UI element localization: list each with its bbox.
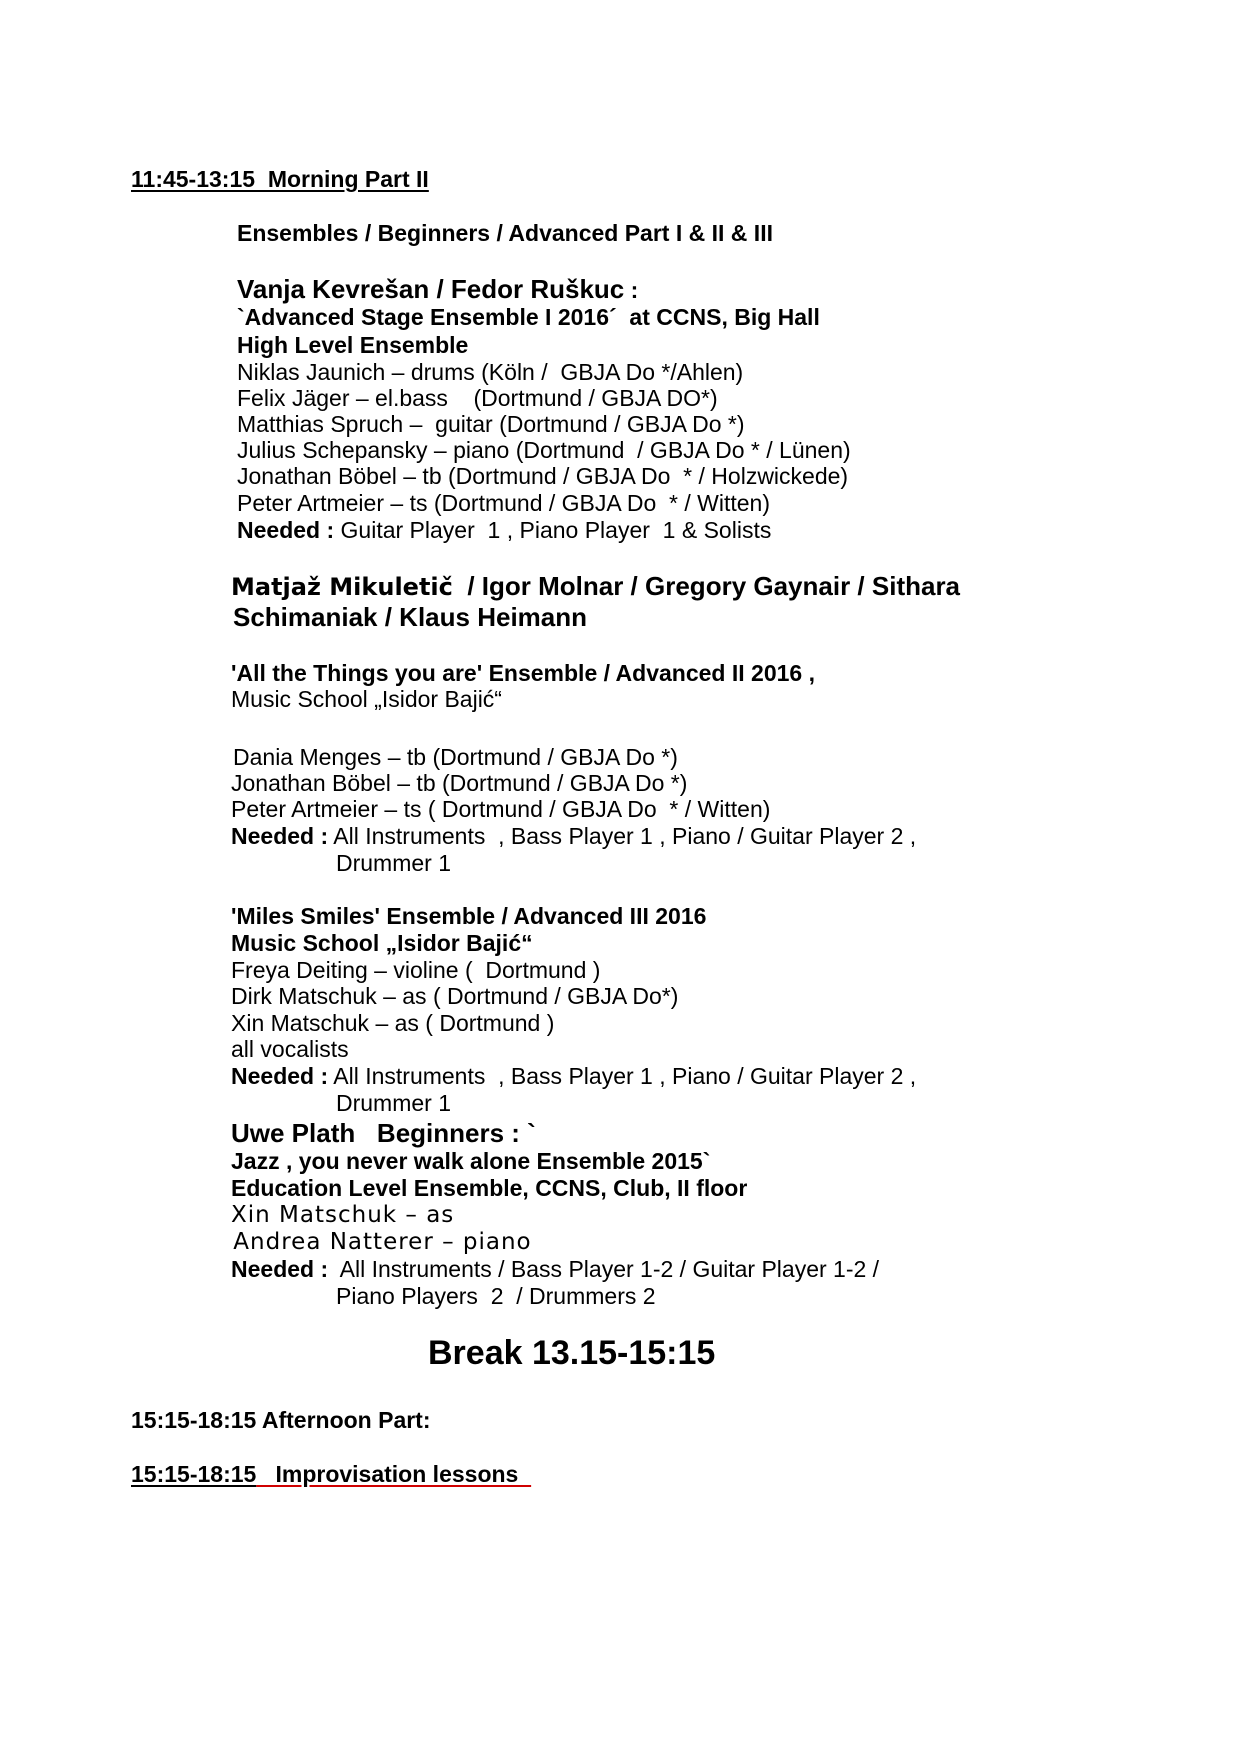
group4-needed-cont: Piano Players 2 / Drummers 2 bbox=[336, 1283, 656, 1309]
group3-member: all vocalists bbox=[231, 1036, 349, 1062]
break-heading: Break 13.15-15:15 bbox=[428, 1334, 716, 1372]
group4-level: Education Level Ensemble, CCNS, Club, II floor bbox=[231, 1175, 748, 1201]
group2-teachers-line1: Matjaž Mikuletič / Igor Molnar / Gregory Gaynair / Sithara bbox=[231, 571, 961, 601]
group2-title: 'All the Things you are' Ensemble / Advanced II 2016 , bbox=[231, 660, 815, 686]
group1-level: High Level Ensemble bbox=[237, 332, 469, 358]
group3-needed-cont: Drummer 1 bbox=[336, 1090, 452, 1116]
group3-member: Dirk Matschuk – as ( Dortmund / GBJA Do*) bbox=[231, 983, 679, 1009]
group4-teachers: Uwe Plath Beginners : ` bbox=[231, 1118, 536, 1148]
group4-member: Xin Matschuk – as bbox=[231, 1202, 455, 1228]
group1-title: `Advanced Stage Ensemble I 2016´ at CCNS, Big Hall bbox=[237, 304, 820, 330]
group2-member: Peter Artmeier – ts ( Dortmund / GBJA Do * / Witten) bbox=[231, 796, 771, 822]
group2-location: Music School „Isidor Bajić“ bbox=[231, 686, 502, 712]
group3-needed: Needed : All Instruments , Bass Player 1 , Piano / Guitar Player 2 , bbox=[231, 1063, 917, 1089]
group3-title: 'Miles Smiles' Ensemble / Advanced III 2016 bbox=[231, 903, 707, 929]
group1-member: Matthias Spruch – guitar (Dortmund / GBJA Do *) bbox=[237, 411, 745, 437]
group2-member: Jonathan Böbel – tb (Dortmund / GBJA Do *) bbox=[231, 770, 688, 796]
group1-member: Peter Artmeier – ts (Dortmund / GBJA Do * / Witten) bbox=[237, 490, 770, 516]
group2-needed-cont: Drummer 1 bbox=[336, 850, 452, 876]
group1-member: Niklas Jaunich – drums (Köln / GBJA Do */Ahlen) bbox=[237, 359, 744, 385]
group4-needed: Needed : All Instruments / Bass Player 1-2 / Guitar Player 1-2 / bbox=[231, 1256, 880, 1282]
afternoon-heading: 15:15-18:15 Afternoon Part: bbox=[131, 1407, 431, 1433]
group2-teachers-line2: Schimaniak / Klaus Heimann bbox=[233, 602, 588, 632]
ensembles-heading: Ensembles / Beginners / Advanced Part I & II & III bbox=[237, 220, 773, 246]
group1-member: Julius Schepansky – piano (Dortmund / GBJA Do * / Lünen) bbox=[237, 437, 851, 463]
group1-teachers: Vanja Kevrešan / Fedor Ruškuc : bbox=[237, 274, 639, 304]
group4-title: Jazz , you never walk alone Ensemble 2015` bbox=[231, 1148, 711, 1174]
morning-heading: 11:45-13:15 Morning Part II bbox=[131, 166, 429, 192]
group1-member: Jonathan Böbel – tb (Dortmund / GBJA Do * / Holzwickede) bbox=[237, 463, 849, 489]
group2-needed: Needed : All Instruments , Bass Player 1 , Piano / Guitar Player 2 , bbox=[231, 823, 917, 849]
group3-member: Xin Matschuk – as ( Dortmund ) bbox=[231, 1010, 555, 1036]
group3-member: Freya Deiting – violine ( Dortmund ) bbox=[231, 957, 601, 983]
group1-needed: Needed : Guitar Player 1 , Piano Player 1 & Solists bbox=[237, 517, 772, 543]
group4-member: Andrea Natterer – piano bbox=[225, 1229, 532, 1255]
group1-member: Felix Jäger – el.bass (Dortmund / GBJA DO*) bbox=[237, 385, 718, 411]
group2-member: Dania Menges – tb (Dortmund / GBJA Do *) bbox=[233, 744, 678, 770]
lessons-heading: 15:15-18:15 Improvisation lessons bbox=[131, 1461, 532, 1487]
group3-location: Music School „Isidor Bajić“ bbox=[231, 930, 533, 956]
